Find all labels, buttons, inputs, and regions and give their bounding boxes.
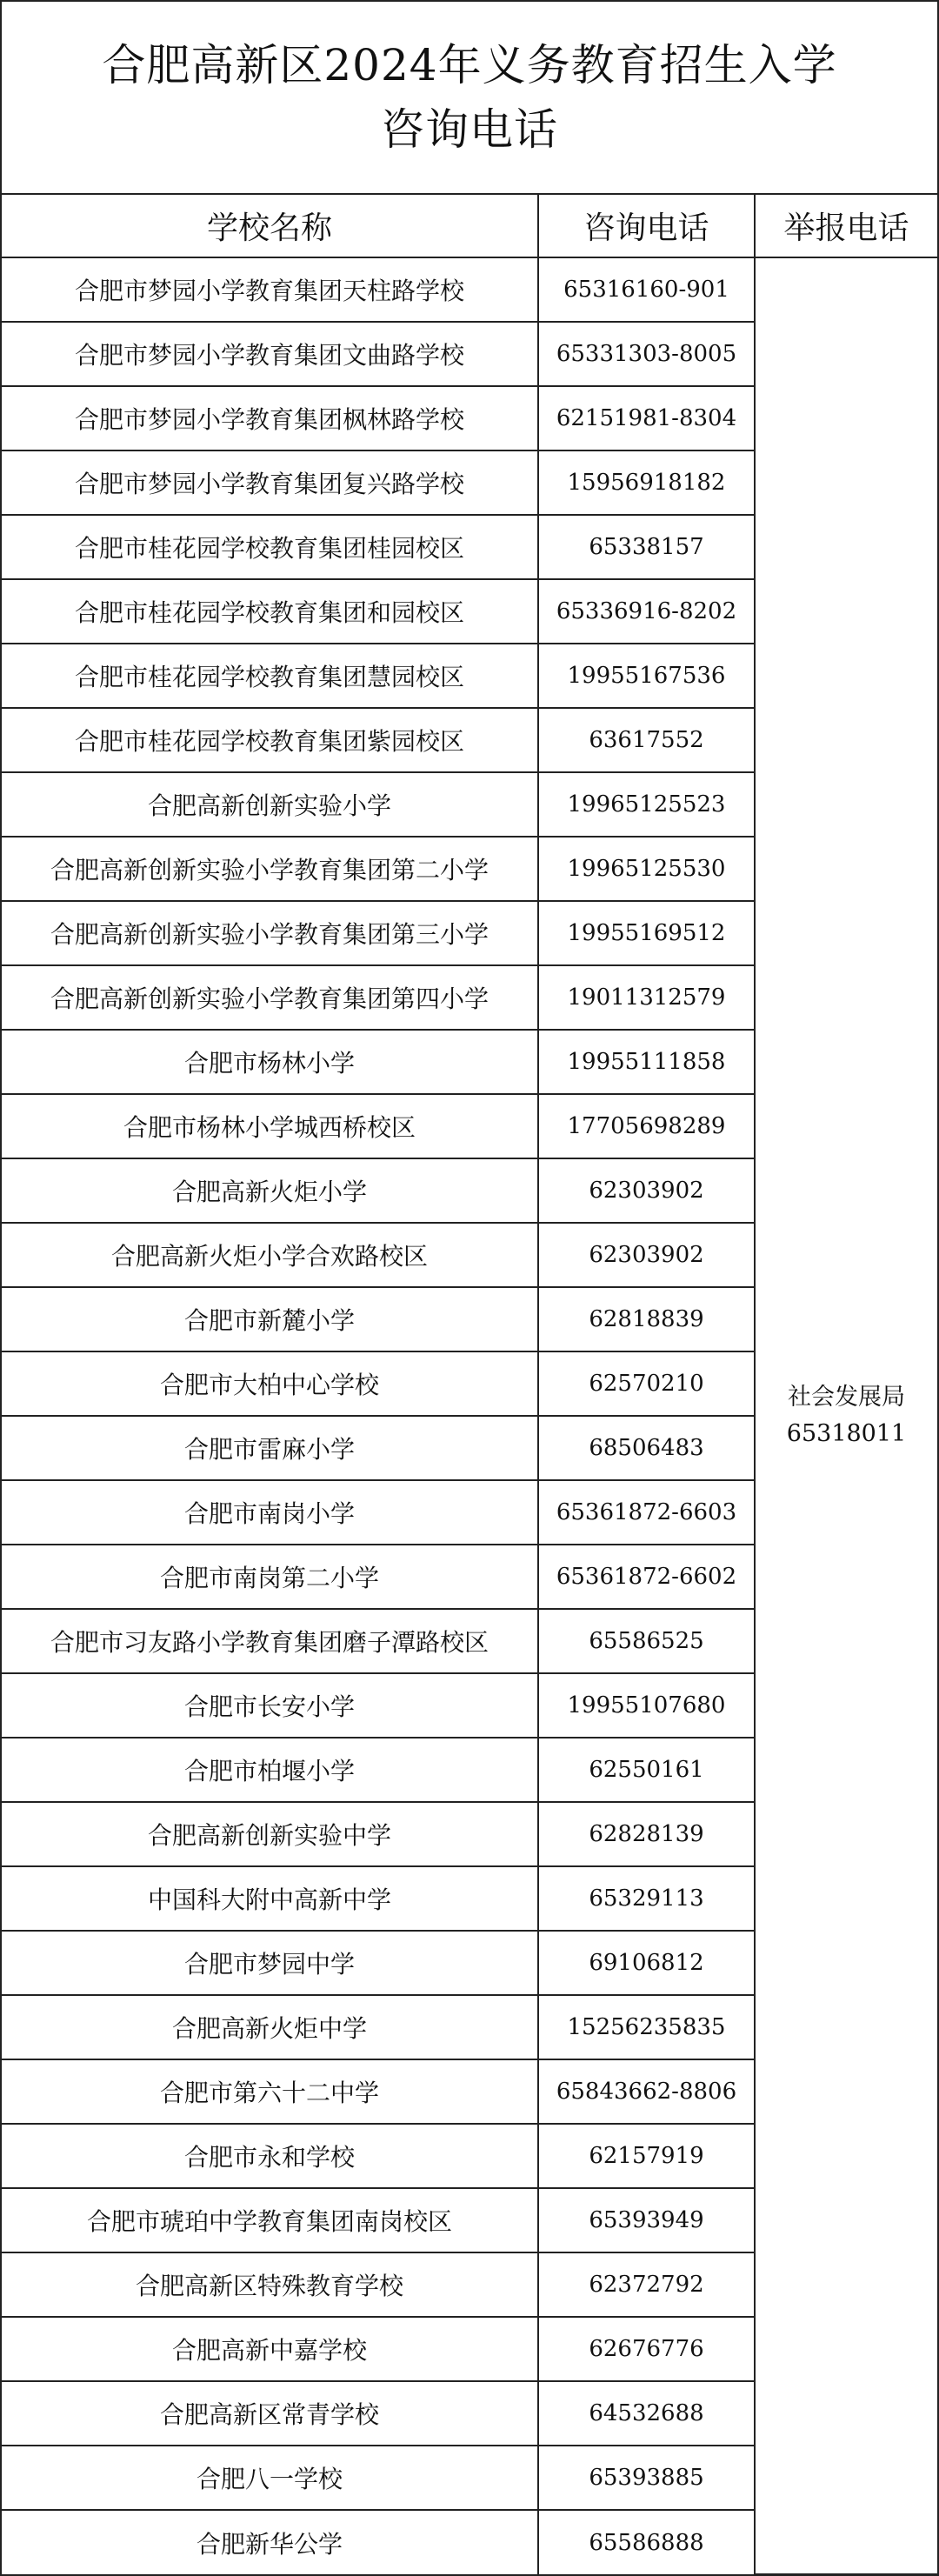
consult-phone-cell: 19955107680 <box>538 1673 755 1738</box>
school-name-cell: 合肥市梦园小学教育集团天柱路学校 <box>2 257 538 322</box>
consult-phone-cell: 65329113 <box>538 1866 755 1931</box>
school-name-cell: 合肥高新火炬小学合欢路校区 <box>2 1223 538 1287</box>
school-name-cell: 合肥市永和学校 <box>2 2124 538 2188</box>
school-name-cell: 合肥高新区特殊教育学校 <box>2 2252 538 2317</box>
school-name-cell: 合肥市桂花园学校教育集团桂园校区 <box>2 515 538 579</box>
header-report-phone: 举报电话 <box>755 195 937 257</box>
school-name-cell: 合肥高新区常青学校 <box>2 2381 538 2446</box>
school-name-cell: 合肥市南岗小学 <box>2 1480 538 1545</box>
school-name-cell: 合肥市梦园小学教育集团文曲路学校 <box>2 322 538 386</box>
school-name-cell: 合肥市长安小学 <box>2 1673 538 1738</box>
school-name-cell: 合肥高新创新实验小学教育集团第二小学 <box>2 837 538 901</box>
consult-phone-cell: 19955111858 <box>538 1030 755 1094</box>
consult-phone-cell: 65586525 <box>538 1609 755 1673</box>
school-name-cell: 合肥市新麓小学 <box>2 1287 538 1351</box>
school-name-cell: 合肥高新火炬中学 <box>2 1995 538 2059</box>
school-name-cell: 合肥高新中嘉学校 <box>2 2317 538 2381</box>
school-name-cell: 合肥新华公学 <box>2 2510 538 2574</box>
report-office-phone: 65318011 <box>786 1420 907 1447</box>
consult-phone-cell: 62550161 <box>538 1738 755 1802</box>
consult-phone-cell: 19011312579 <box>538 965 755 1030</box>
school-name-cell: 合肥市习友路小学教育集团磨子潭路校区 <box>2 1609 538 1673</box>
report-phone-cell <box>755 257 937 2574</box>
table-body <box>2 257 937 2574</box>
consult-phone-cell: 19955167536 <box>538 644 755 708</box>
school-name-cell: 合肥市琥珀中学教育集团南岗校区 <box>2 2188 538 2252</box>
consult-phone-cell: 19955169512 <box>538 901 755 965</box>
consult-phone-cell: 19965125530 <box>538 837 755 901</box>
consult-phone-cell: 19965125523 <box>538 772 755 837</box>
school-name-cell: 合肥市桂花园学校教育集团紫园校区 <box>2 708 538 772</box>
consult-phone-cell: 62828139 <box>538 1802 755 1866</box>
school-name-cell: 合肥高新创新实验小学 <box>2 772 538 837</box>
consult-phone-cell: 65336916-8202 <box>538 579 755 644</box>
school-name-cell: 合肥高新创新实验中学 <box>2 1802 538 1866</box>
school-name-cell: 合肥市桂花园学校教育集团慧园校区 <box>2 644 538 708</box>
consult-phone-cell: 64532688 <box>538 2381 755 2446</box>
school-name-cell: 中国科大附中高新中学 <box>2 1866 538 1931</box>
consult-phone-cell: 65586888 <box>538 2510 755 2574</box>
header-school-name: 学校名称 <box>2 195 538 257</box>
school-name-cell: 合肥市第六十二中学 <box>2 2059 538 2124</box>
consult-phone-cell: 65393949 <box>538 2188 755 2252</box>
consult-phone-cell: 62372792 <box>538 2252 755 2317</box>
consult-phone-cell: 69106812 <box>538 1931 755 1995</box>
school-name-cell: 合肥市大柏中心学校 <box>2 1351 538 1416</box>
consult-phone-cell: 63617552 <box>538 708 755 772</box>
consult-phone-cell: 15256235835 <box>538 1995 755 2059</box>
consult-phone-cell: 62818839 <box>538 1287 755 1351</box>
table-header-row <box>2 195 937 257</box>
table-row <box>2 257 937 322</box>
school-name-cell: 合肥市桂花园学校教育集团和园校区 <box>2 579 538 644</box>
school-name-cell: 合肥高新火炬小学 <box>2 1158 538 1223</box>
consult-phone-cell: 65361872-6603 <box>538 1480 755 1545</box>
consult-phone-cell: 62303902 <box>538 1158 755 1223</box>
consult-phone-cell: 62570210 <box>538 1351 755 1416</box>
consult-phone-cell: 65316160-901 <box>538 257 755 322</box>
report-office-name: 社会发展局 <box>788 1384 905 1411</box>
consult-phone-cell: 68506483 <box>538 1416 755 1480</box>
consult-phone-cell: 65843662-8806 <box>538 2059 755 2124</box>
consult-phone-cell: 17705698289 <box>538 1094 755 1158</box>
consult-phone-cell: 65393885 <box>538 2446 755 2510</box>
school-name-cell: 合肥八一学校 <box>2 2446 538 2510</box>
school-name-cell: 合肥高新创新实验小学教育集团第三小学 <box>2 901 538 965</box>
consult-phone-cell: 62157919 <box>538 2124 755 2188</box>
consult-phone-cell: 15956918182 <box>538 450 755 515</box>
school-name-cell: 合肥市柏堰小学 <box>2 1738 538 1802</box>
school-name-cell: 合肥市梦园小学教育集团枫林路学校 <box>2 386 538 450</box>
consult-phone-cell: 65331303-8005 <box>538 322 755 386</box>
page-title: 合肥高新区2024年义务教育招生入学 <box>102 40 837 90</box>
hotline-table <box>2 195 937 2575</box>
school-name-cell: 合肥市南岗第二小学 <box>2 1545 538 1609</box>
consult-phone-cell: 65361872-6602 <box>538 1545 755 1609</box>
school-name-cell: 合肥市雷麻小学 <box>2 1416 538 1480</box>
school-name-cell: 合肥高新创新实验小学教育集团第四小学 <box>2 965 538 1030</box>
consult-phone-cell: 62151981-8304 <box>538 386 755 450</box>
consult-phone-cell: 62676776 <box>538 2317 755 2381</box>
page-subtitle: 咨询电话 <box>381 104 558 155</box>
header-consult-phone: 咨询电话 <box>538 195 755 257</box>
school-name-cell: 合肥市杨林小学 <box>2 1030 538 1094</box>
title-block <box>2 2 937 195</box>
consult-phone-cell: 65338157 <box>538 515 755 579</box>
school-name-cell: 合肥市梦园中学 <box>2 1931 538 1995</box>
school-name-cell: 合肥市梦园小学教育集团复兴路学校 <box>2 450 538 515</box>
school-name-cell: 合肥市杨林小学城西桥校区 <box>2 1094 538 1158</box>
consult-phone-cell: 62303902 <box>538 1223 755 1287</box>
